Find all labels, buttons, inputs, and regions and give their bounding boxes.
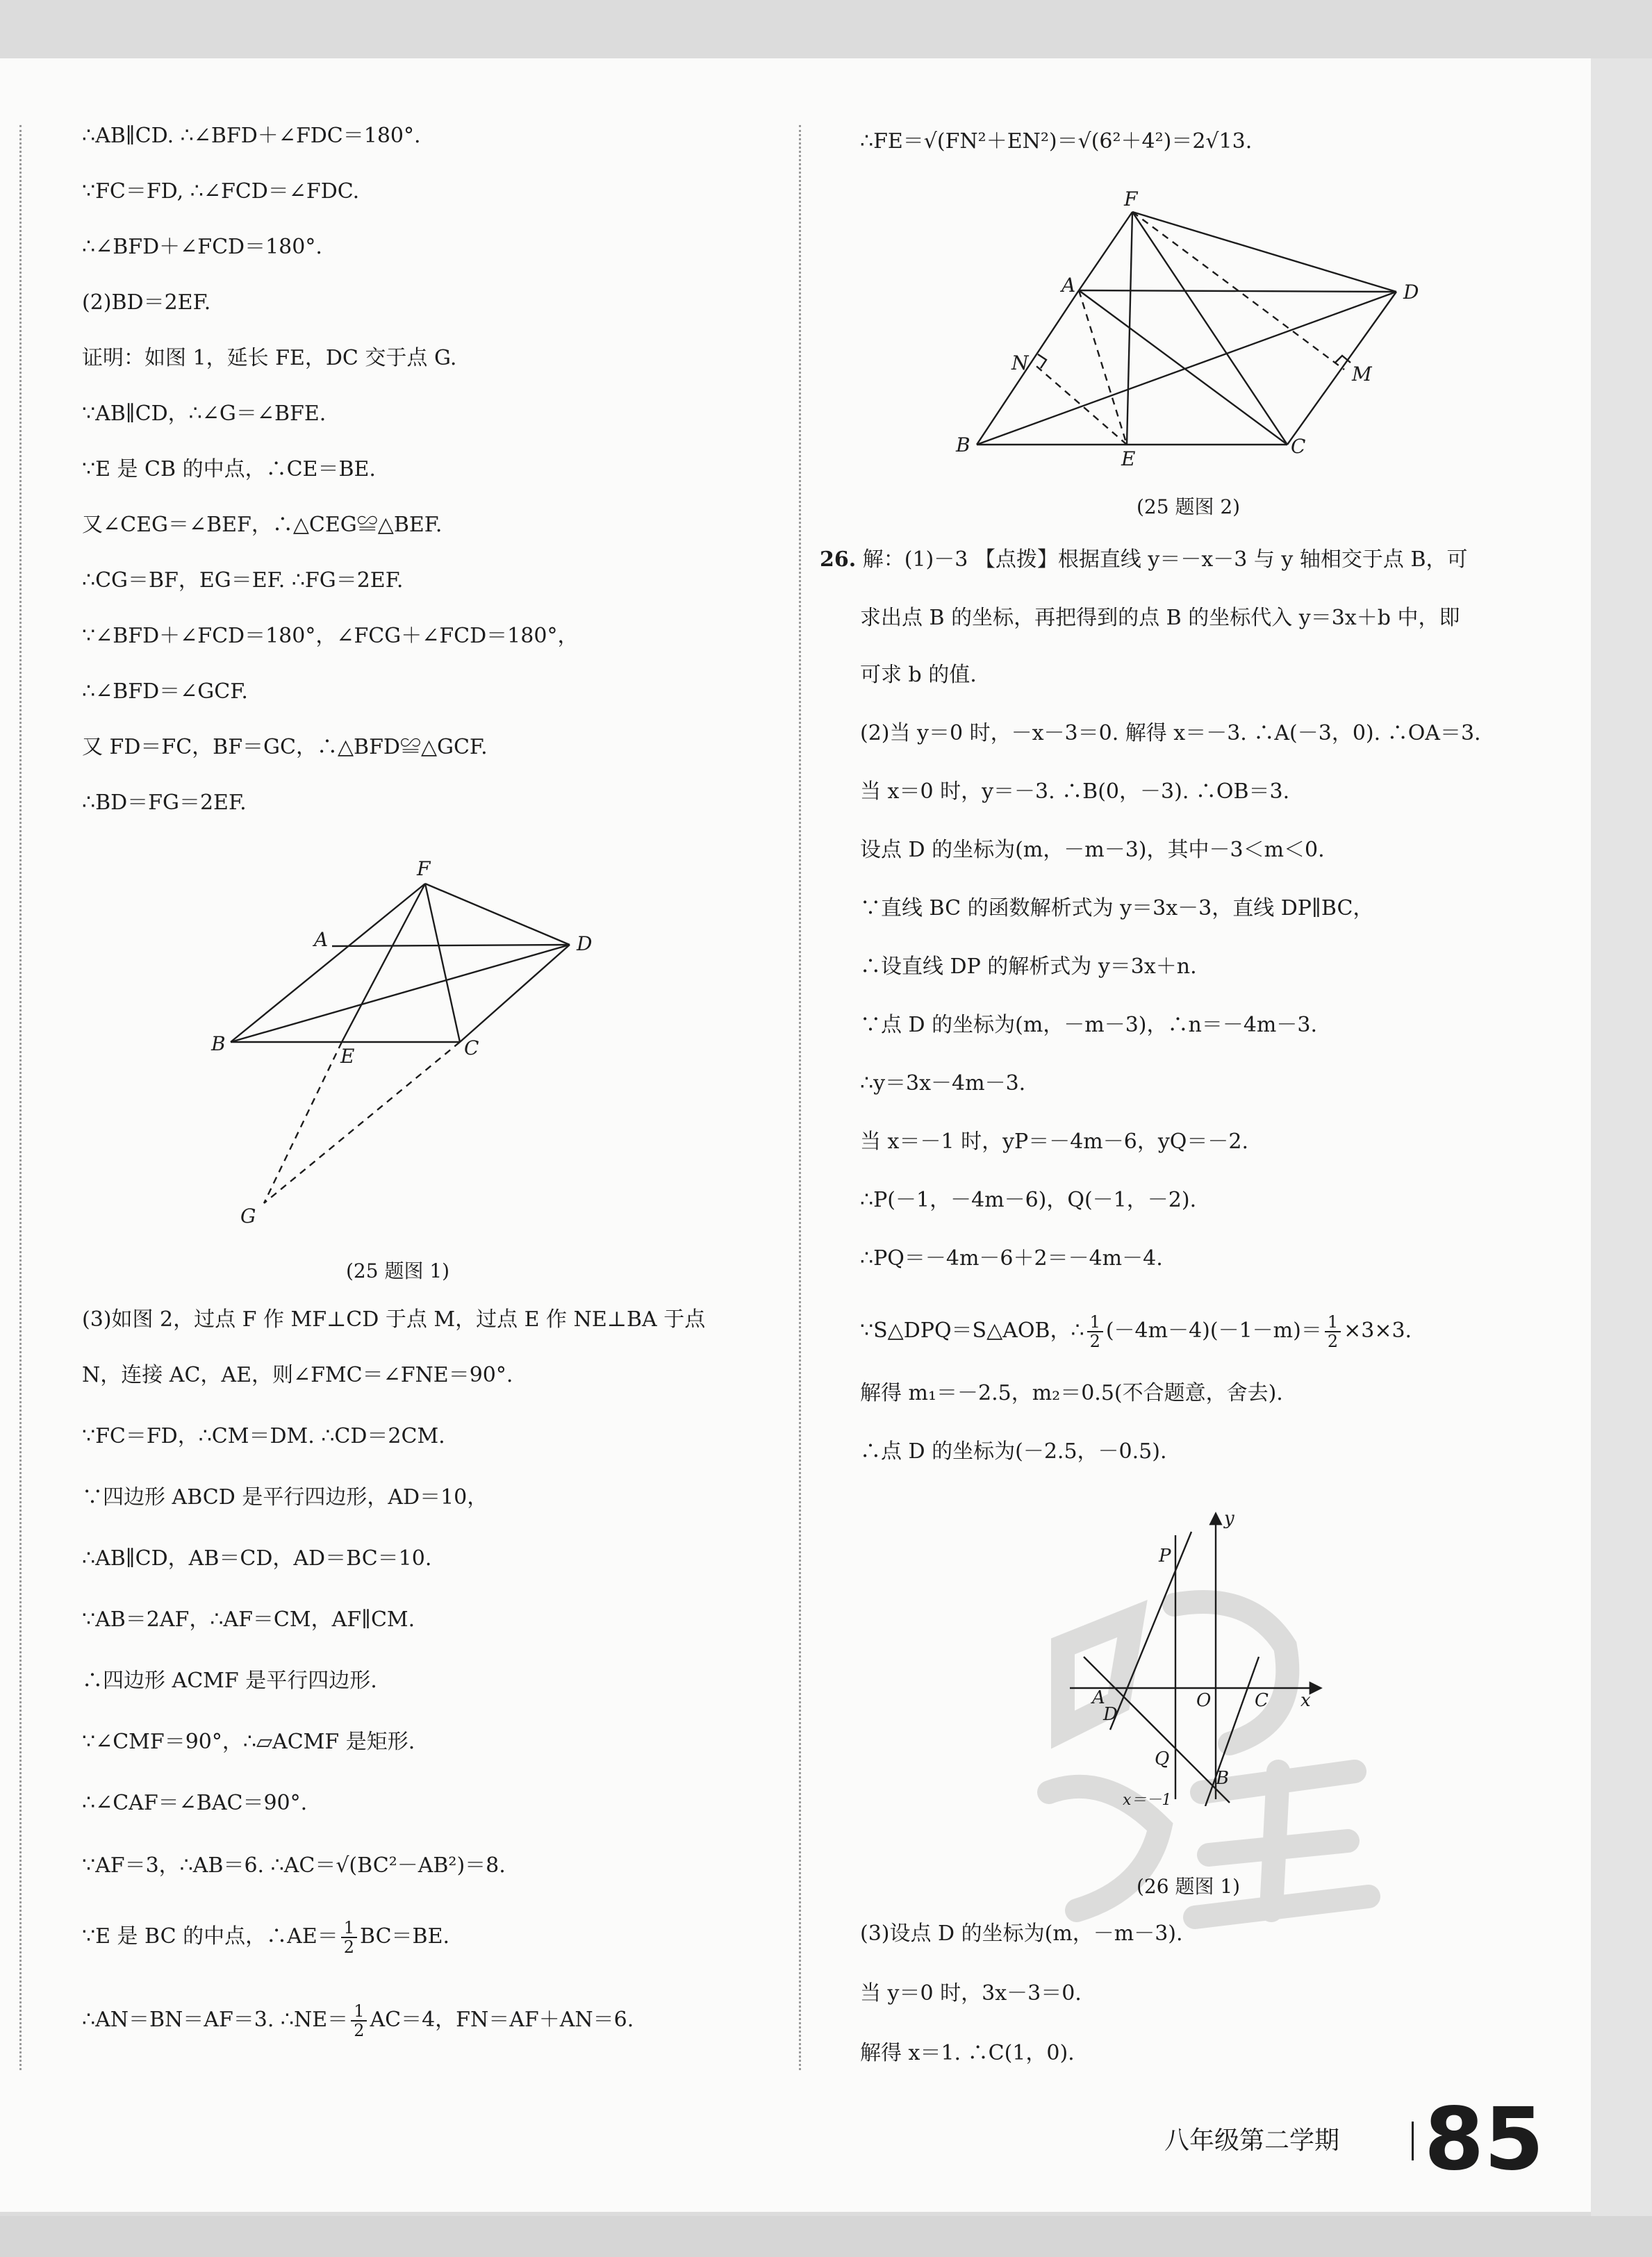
label-x-eq-minus-1: x＝－1 (1123, 1792, 1172, 1806)
text-line: 解得 x＝1. ∴C(1，0). (860, 2041, 1075, 2065)
fraction-numerator: 1 (1087, 1313, 1103, 1332)
edge-FB (231, 884, 425, 1042)
text-line (820, 546, 1468, 574)
text-segment: ×3×3. (1344, 1318, 1412, 1343)
edge-EN (1032, 363, 1127, 445)
label-N: N (1011, 352, 1029, 374)
edge-CG (264, 1042, 460, 1203)
label-M: M (1352, 363, 1372, 386)
text-line-fraction (860, 1313, 1412, 1350)
fraction-denominator: 2 (343, 1937, 354, 1957)
text-line: ∴设直线 DP 的解析式为 y＝3x＋n. (860, 954, 1197, 979)
text-line: ∴y＝3x－4m－3. (860, 1071, 1026, 1096)
text-line: ∵AB＝2AF，∴AF＝CM，AF∥CM. (82, 1607, 415, 1632)
text-line: (3)如图 2，过点 F 作 MF⊥CD 于点 M，过点 E 作 NE⊥BA 于点 (82, 1307, 706, 1332)
label-C: C (1291, 435, 1306, 458)
text-line: 设点 D 的坐标为(m，－m－3)，其中－3＜m＜0. (860, 838, 1325, 862)
edge-FE (342, 884, 425, 1042)
text-line: ∴四边形 ACMF 是平行四边形. (82, 1669, 377, 1693)
right-angle-N (1038, 354, 1046, 368)
label-G: G (240, 1205, 256, 1227)
figure-25-1-svg (201, 854, 632, 1243)
fraction (351, 2002, 367, 2040)
figure-26-1 (1056, 1507, 1334, 1806)
line-DP (1110, 1532, 1191, 1730)
edge-AE (1079, 290, 1127, 445)
fraction-denominator: 2 (1089, 1332, 1100, 1351)
text-line: ∴P(－1，－4m－6)，Q(－1，－2). (860, 1188, 1197, 1212)
figure-25-2 (945, 188, 1431, 465)
text-line: ∵∠BFD＋∠FCD＝180°，∠FCG＋∠FCD＝180°， (82, 624, 579, 648)
edge-AD (332, 945, 570, 946)
text-line: 求出点 B 的坐标，再把得到的点 B 的坐标代入 y＝3x＋b 中，即 (860, 606, 1460, 630)
label-A: A (314, 928, 329, 951)
label-A: A (1062, 274, 1076, 297)
text-line: ∵E 是 CB 的中点，∴CE＝BE. (82, 457, 376, 481)
edge-FC (1132, 212, 1287, 445)
text-segment: AC＝4，FN＝AF＋AN＝6. (370, 2008, 634, 2032)
label-x: x (1300, 1690, 1311, 1711)
text-line: ∴∠BFD＋∠FCD＝180°. (82, 235, 322, 259)
label-B: B (956, 433, 970, 456)
text-line: 当 x＝－1 时，yP＝－4m－6，yQ＝－2. (860, 1130, 1248, 1154)
text-segment: 解：(1)－3 【点拨】根据直线 y＝－x－3 与 y 轴相交于点 B，可 (862, 547, 1468, 572)
text-line: 当 x＝0 时，y＝－3. ∴B(0，－3). ∴OB＝3. (860, 779, 1290, 804)
page-edge-shade (1591, 58, 1652, 2257)
label-y: y (1224, 1508, 1234, 1529)
edge-DC (1287, 292, 1396, 445)
text-segment: ∵S△DPQ＝S△AOB，∴ (860, 1318, 1084, 1343)
text-line: ∴AB∥CD，AB＝CD，AD＝BC＝10. (82, 1546, 432, 1571)
text-segment: ∵E 是 BC 的中点，∴AE＝ (82, 1924, 338, 1949)
figure-25-1-caption: (25 题图 1) (346, 1259, 450, 1282)
text-line: ∵直线 BC 的函数解析式为 y＝3x－3，直线 DP∥BC， (860, 896, 1374, 920)
text-line: ∵AF＝3，∴AB＝6. ∴AC＝√(BC²－AB²)＝8. (82, 1853, 506, 1878)
text-segment: (－4m－4)(－1－m)＝ (1105, 1318, 1322, 1343)
text-line: 又 FD＝FC，BF＝GC，∴△BFD≌△GCF. (82, 735, 488, 759)
edge-EG (264, 1042, 342, 1203)
text-segment: BC＝BE. (360, 1924, 450, 1949)
label-C: C (1255, 1690, 1269, 1711)
edge-DC (460, 945, 570, 1042)
figure-25-2-caption: (25 题图 2) (1137, 495, 1241, 518)
text-line: ∴点 D 的坐标为(－2.5，－0.5). (860, 1439, 1167, 1464)
label-P: P (1159, 1546, 1171, 1566)
edge-FC (425, 884, 460, 1042)
edge-BD (231, 945, 570, 1042)
fraction (1087, 1313, 1103, 1350)
text-line: ∴AB∥CD. ∴∠BFD＋∠FDC＝180°. (82, 124, 421, 148)
label-D: D (1103, 1704, 1118, 1725)
label-D: D (577, 932, 593, 955)
text-line: ∵FC＝FD, ∴∠FCD＝∠FDC. (82, 179, 360, 204)
text-line: ∴∠CAF＝∠BAC＝90°. (82, 1791, 308, 1815)
text-line: 当 y＝0 时，3x－3＝0. (860, 1981, 1082, 2006)
footer-divider (1412, 2122, 1414, 2160)
text-line: (2)BD＝2EF. (82, 290, 211, 315)
text-line: ∵点 D 的坐标为(m，－m－3)，∴n＝－4m－3. (860, 1013, 1317, 1037)
edge-AC (1079, 290, 1287, 445)
fraction (1325, 1313, 1341, 1350)
label-C: C (464, 1036, 479, 1059)
text-segment: ∴AN＝BN＝AF＝3. ∴NE＝ (82, 2008, 349, 2032)
line-BC (1205, 1657, 1259, 1806)
text-line: (3)设点 D 的坐标为(m，－m－3). (860, 1921, 1183, 1946)
edge-FA (1079, 212, 1132, 290)
label-A: A (1092, 1687, 1105, 1708)
fraction-numerator: 1 (1325, 1313, 1341, 1332)
label-F: F (1124, 188, 1138, 210)
fraction-denominator: 2 (354, 2021, 365, 2040)
text-line: 解得 m₁＝－2.5，m₂＝0.5(不合题意，舍去). (860, 1381, 1283, 1405)
text-line: ∵四边形 ABCD 是平行四边形，AD＝10， (82, 1485, 488, 1510)
text-line: N，连接 AC，AE，则∠FMC＝∠FNE＝90°. (82, 1363, 513, 1387)
text-line: ∵∠CMF＝90°，∴▱ACMF 是矩形. (82, 1730, 415, 1754)
text-line: ∵AB∥CD，∴∠G＝∠BFE. (82, 402, 327, 426)
fraction (341, 1919, 357, 1956)
page-number: 85 (1424, 2090, 1544, 2190)
figure-25-2-svg (945, 188, 1431, 465)
text-line: 可求 b 的值. (860, 663, 977, 687)
text-line: ∴BD＝FG＝2EF. (82, 791, 247, 815)
left-dotted-rule (19, 125, 22, 2070)
text-line: 证明：如图 1，延长 FE，DC 交于点 G. (82, 346, 457, 370)
fraction-numerator: 1 (341, 1919, 357, 1938)
figure-26-1-caption: (26 题图 1) (1137, 1875, 1241, 1898)
label-B: B (211, 1032, 226, 1055)
fraction-denominator: 2 (1327, 1332, 1339, 1351)
question-number: 26. (820, 547, 857, 572)
label-O: O (1196, 1690, 1212, 1711)
text-line: 又∠CEG＝∠BEF，∴△CEG≌△BEF. (82, 513, 443, 537)
figure-25-1 (201, 854, 632, 1243)
label-E: E (340, 1045, 355, 1068)
text-line: (2)当 y＝0 时，－x－3＝0. 解得 x＝－3. ∴A(－3，0). ∴OA＝3. (860, 721, 1481, 745)
text-line: ∵FC＝FD，∴CM＝DM. ∴CD＝2CM. (82, 1424, 445, 1448)
figure-26-1-svg (1056, 1507, 1334, 1806)
text-line-fraction (82, 2002, 634, 2040)
text-line-fraction (82, 1919, 449, 1956)
text-line: ∴FE＝√(FN²＋EN²)＝√(6²＋4²)＝2√13. (860, 129, 1253, 154)
fraction-numerator: 1 (351, 2002, 367, 2022)
label-F: F (417, 857, 431, 880)
label-E: E (1121, 447, 1136, 465)
label-B: B (1216, 1768, 1230, 1789)
column-divider (799, 125, 801, 2070)
label-D: D (1403, 281, 1419, 304)
line-y-eq-minus-x-minus-3 (1084, 1657, 1230, 1803)
text-line: ∴∠BFD＝∠GCF. (82, 679, 248, 704)
text-line: ∴CG＝BF，EG＝EF. ∴FG＝2EF. (82, 568, 404, 593)
edge-FD (425, 884, 570, 945)
grade-label: 八年级第二学期 (1164, 2126, 1340, 2155)
bottom-band (0, 2216, 1652, 2257)
text-line: ∴PQ＝－4m－6＋2＝－4m－4. (860, 1246, 1163, 1271)
label-Q: Q (1155, 1748, 1170, 1769)
edge-FD (1132, 212, 1396, 292)
